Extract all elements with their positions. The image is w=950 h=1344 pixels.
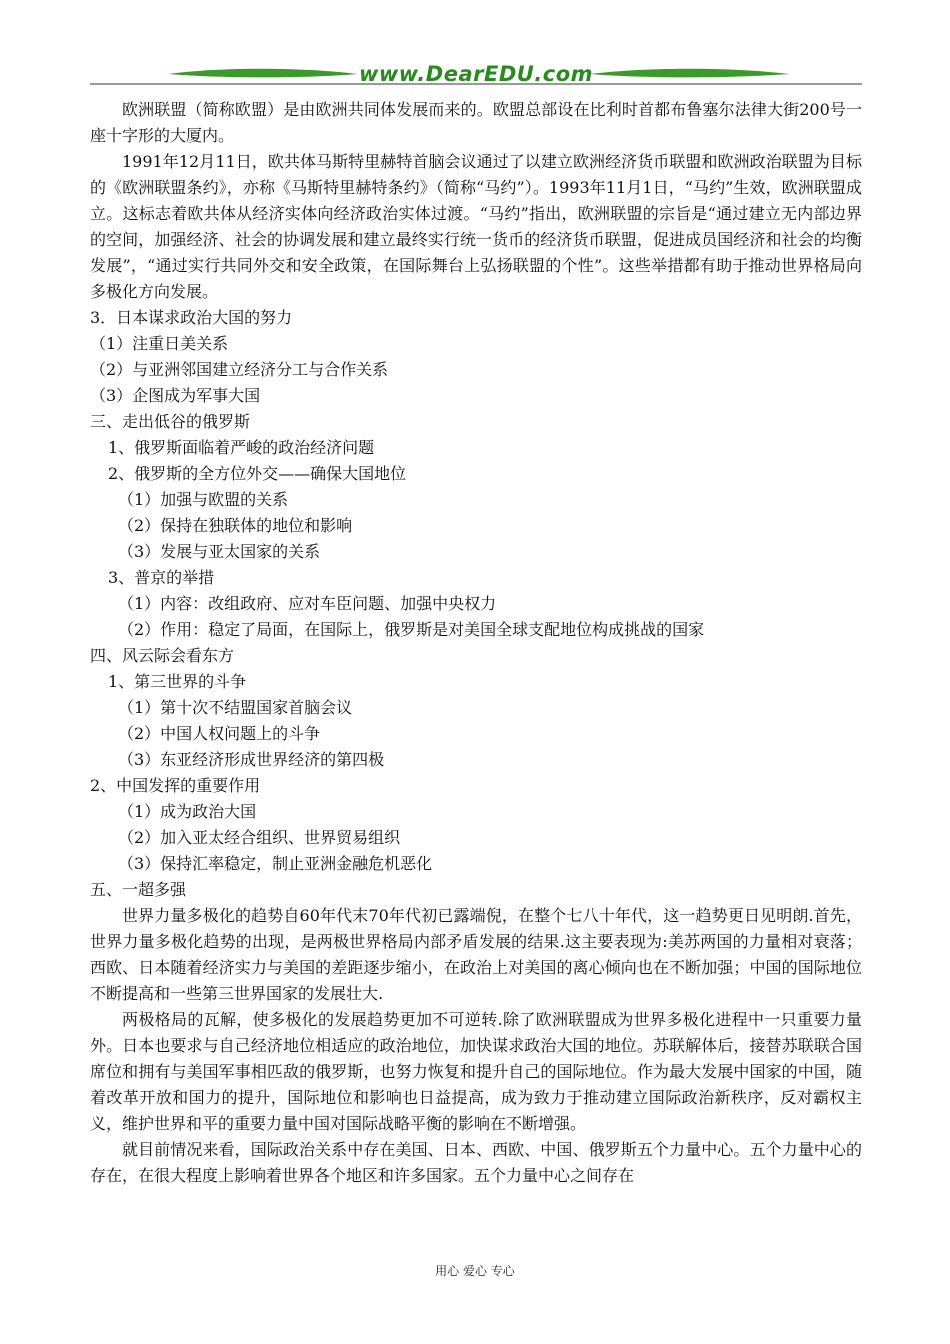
list-item: （2）中国人权问题上的斗争 [118,724,321,743]
document-body [90,97,862,1189]
paragraph: 欧洲联盟（简称欧盟）是由欧洲共同体发展而来的。欧盟总部设在比利时首都布鲁塞尔法律大街200号一座十字形的大厦内。 [90,100,862,145]
section-heading: 四、风云际会看东方 [90,646,235,665]
section-heading: 三、走出低谷的俄罗斯 [90,412,251,431]
subsection-heading: 1、第三世界的斗争 [108,672,247,691]
list-item: （2）作用：稳定了局面，在国际上，俄罗斯是对美国全球支配地位构成挑战的国家 [118,620,705,639]
section-heading: 3．日本谋求政治大国的努力 [90,308,293,327]
list-item: （3）东亚经济形成世界经济的第四极 [118,750,385,769]
list-item: （1）注重日美关系 [90,334,229,353]
list-item: （2）加入亚太经合组织、世界贸易组织 [118,828,401,847]
list-item: （1）内容：改组政府、应对车臣问题、加强中央权力 [118,594,497,613]
list-item: （3）保持汇率稳定，制止亚洲金融危机恶化 [118,854,433,873]
paragraph: 世界力量多极化的趋势自60年代末70年代初已露端倪，在整个七八十年代，这一趋势更日见明朗.首先，世界力量多极化趋势的出现，是两极世界格局内部矛盾发展的结果.这主要表现为:美苏两国的力量相对衰落；西欧、日本随着经济实力与美国的差距逐步缩小，在政治上对美国的离心倾向也在不断加强；中国的国际地位不断提高和一些第三世界国家的发展壮大. [90,906,862,1003]
list-item: （1）第十次不结盟国家首脑会议 [118,698,353,717]
list-item: （1）成为政治大国 [118,802,257,821]
site-logo: www.DearEDU.com [358,62,594,86]
page-footer: 用心 爱心 专心 [435,1264,515,1278]
subsection-heading: 1、俄罗斯面临着严峻的政治经济问题 [108,438,375,457]
paragraph: 两极格局的瓦解，使多极化的发展趋势更加不可逆转.除了欧洲联盟成为世界多极化进程中一只重要力量外。日本也要求与自己经济地位相适应的政治地位，加快谋求政治大国的地位。苏联解体后，接替苏联联合国席位和拥有与美国军事相匹敌的俄罗斯，也努力恢复和提升自己的国际地位。作为最大发展中国家的中国，随着改革开放和国力的提升，国际地位和影响也日益提高，成为致力于推动建立国际政治新秩序，反对霸权主义，维护世界和平的重要力量中国对国际战略平衡的影响在不断增强。 [90,1010,862,1133]
subsection-heading: 2、中国发挥的重要作用 [90,776,261,795]
paragraph: 就目前情况来看，国际政治关系中存在美国、日本、西欧、中国、俄罗斯五个力量中心。五个力量中心的存在，在很大程度上影响着世界各个地区和许多国家。五个力量中心之间存在 [90,1140,862,1185]
subsection-heading: 3、普京的举措 [108,568,215,587]
list-item: （3）企图成为军事大国 [90,386,261,405]
list-item: （3）发展与亚太国家的关系 [118,542,321,561]
subsection-heading: 2、俄罗斯的全方位外交——确保大国地位 [108,464,407,483]
page-header [90,60,862,90]
list-item: （2）与亚洲邻国建立经济分工与合作关系 [90,360,389,379]
section-heading: 五、一超多强 [90,880,187,899]
paragraph: 1991年12月11日，欧共体马斯特里赫特首脑会议通过了以建立欧洲经济货币联盟和欧洲政治联盟为目标的《欧洲联盟条约》，亦称《马斯特里赫特条约》（简称“马约”）。1993年11月1日，“马约”生效，欧洲联盟成立。这标志着欧共体从经济实体向经济政治实体过渡。“马约”指出，欧洲联盟的宗旨是“通过建立无内部边界的空间，加强经济、社会的协调发展和建立最终实行统一货币的经济货币联盟，促进成员国经济和社会的均衡发展”，“通过实行共同外交和安全政策，在国际舞台上弘扬联盟的个性”。这些举措都有助于推动世界格局向多极化方向发展。 [90,152,862,301]
list-item: （1）加强与欧盟的关系 [118,490,289,509]
list-item: （2）保持在独联体的地位和影响 [118,516,353,535]
